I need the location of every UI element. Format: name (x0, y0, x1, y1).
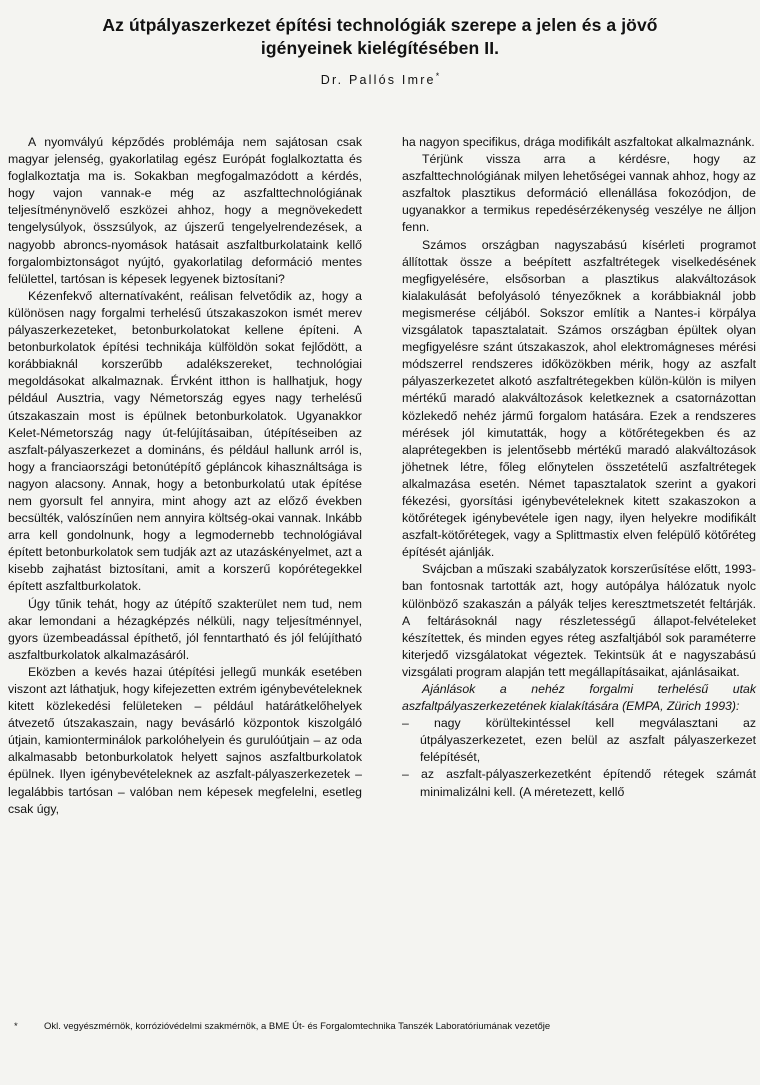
recommendations-heading: Ajánlások a nehéz forgalmi terhelésű utak aszfaltpályaszerkezetének kialakítására (EMPA, Zürich 1993): (402, 682, 756, 714)
paragraph: Térjünk vissza arra a kérdésre, hogy az aszfalttechnológiának milyen lehetőségei vannak ahhoz, hogy az aszfaltok plasztikus deformáció ellenállása fokozódjon, de ugyanakkor a termikus repedésérzékenység veszélye ne álljon fenn. (402, 152, 756, 235)
footnote (14, 1020, 754, 1033)
title-line-1: Az útpályaszerkezet építési technológiák szerepe a jelen és a jövő (102, 15, 658, 35)
title-line-2: igényeinek kielégítésében II. (260, 38, 500, 58)
paragraph: Eközben a kevés hazai útépítési jellegű munkák esetében viszont azt láthatjuk, hogy kifejezetten extrém igénybevételeknek kitett közlekedési felületeken – például határátkelőhelyek átvezető útszakaszain, nagy bevásárló központok kiszolgáló útjain, kamionterminálok parkolóhelyein és gurulóútjain – az oda alkalmasabb betonburkolatok helyett sajnos aszfaltburkolatok épülnek. Ilyen igénybevételeknek az aszfalt-pályaszerkezetek – legalábbis tartósan – valóban nem képesek megfelelni, esetleg csak úgy, (8, 664, 362, 816)
paragraph: Svájcban a műszaki szabályzatok korszerűsítése előtt, 1993-ban fontosnak tartották azt, hogy autópálya hálózatuk nyolc különböző szakaszán a pályák teljes keresztmetszetét feltárják. A feltárásoknál nagy részletességű állapot-felvételeket készítettek, és minden egyes réteg aszfaltjából sok paraméterre kiterjedő vizsgálatokat végeztek. Tekintsük át e nagyszabású vizsgálati program alapján tett megállapításaikat, ajánlásaikat. (402, 562, 756, 679)
author-line (0, 71, 760, 87)
list-item: – az aszfalt-pályaszerkezetként építendő rétegek számát minimalizálni kell. (A méretezett, kellő (402, 767, 756, 799)
paragraph-continued: ha nagyon specifikus, drága modifikált aszfaltokat alkalmaznánk. (402, 135, 755, 149)
article-title (0, 14, 760, 60)
paragraph: Kézenfekvő alternatívaként, reálisan felvetődik az, hogy a különösen nagy forgalmi terhelésű útszakaszokon ismét merev pályaszerkezeteket, betonburkolatokat kellene építeni. A betonburkolatok építési technikája külföldön sokat fejlődött, a korábbiaknál korszerűbb adalékszereket, technológiai megoldásokat alkalmaznak. Érvként itthon is hallhatjuk, hogy például Ausztria, vagy Németország egyes nagy terhelésű útszakaszain most is épülnek betonburkolatok. Ugyanakkor Kelet-Németország nagy út-felújításaiban, útépítéseiben az aszfalt-pályaszerkezet a domináns, és például hallunk arról is, hogy a franciaországi betonútépítő gépláncok kihasználtsága is nagyon alacsony. Annak, hogy a betonburkolatú utak építése nem gyorsult fel annyira, mint ahogy azt az előző években becsülték, valószínűen nem annyira költség-okai vannak. Inkább arra kell gondolnunk, hogy a legmodernebb technológiával épített betonburkolatok sem tudják azt az utazáskényelmet, azt a kisebb zajhatást biztosítani, amit a korszerű kopórétegekkel épített aszfaltburkolatok. (8, 288, 362, 594)
paragraph: Úgy tűnik tehát, hogy az útépítő szakterület nem tud, nem akar lemondani a hézagképzés nélküli, nagy teljesítménnyel, gyors üzembeadással építhető, jól fenntartható és jól felújítható aszfaltburkolatok alkalmazásáról. (8, 596, 362, 662)
author-footnote-mark: * (435, 71, 440, 81)
footnote-text: Okl. vegyészmérnök, korrózióvédelmi szakmérnök, a BME Út- és Forgalomtechnika Tanszék Laboratóriumának vezetője (44, 1021, 551, 1032)
paragraph: A nyomvályú képződés problémája nem sajátosan csak magyar jelenség, gyakorlatilag egész Európát foglalkoztatta és foglalkoztatja ma is. Sokakban megfogalmazódott a kérdés, hogy vajon vannak-e még az aszfalttechnológiának teljesítménynövelő eszközei ahhoz, hogy a megnövekedett tengelysúlyok, összsúlyok, az újszerű tengelyelrendezések, a nagyobb abroncs-nyomások hatásait aszfaltburkolataink kellő forgalombiztonságot nyújtó, gyakorlatilag deformáció mentes felülettel, tartósan is képesek legyenek biztosítani? (8, 135, 362, 286)
paragraph: Számos országban nagyszabású kísérleti programot állítottak össze a beépített aszfaltrétegek viselkedésének megfigyelésére, elsősorban a plasztikus alakváltozások kialakulását befolyásoló tényezőknek a korábbiaknál jobb megismerése céljából. Sokszor említik a Nantes-i körpálya vizsgálatok tapasztalatait. Számos országban épültek olyan megfigyelésre szánt útszakaszok, ahol elektromágneses mérési módszerrel rendszeres időközökben mérik, hogy az aszfalt pályaszerkezetet alkotó aszfaltrétegekben külön-külön is milyen mértékű maradó alakváltozások keletkeznek a csatornázottan közlekedő nehéz jármű forgalom hatására. Ezek a rendszeres mérések jól kimutatták, hogy a kötőrétegekben és az alaprétegekben is jelentősebb mértékű maradó alakváltozások jöhetnek létre, főleg előnytelen összetételű aszfaltrétegek alkalmazása esetén. Német tapasztalatok szerint a gyakori fékezési, gyorsítási igénybevételeknek kitett szakaszokon a kötőrétegek igénybevétele igen nagy, ilyen helyekre modifikált aszfalt-kötőrétegek, vagy a Splittmastix elven felépülő kötőréteg építését ajánlják. (402, 237, 756, 560)
list-item: – nagy körültekintéssel kell megválasztani az útpályaszerkezetet, ezen belül az aszfalt pályaszerkezet felépítését, (402, 716, 756, 765)
article-header (0, 14, 760, 87)
author-name: Dr. Pallós Imre (320, 73, 436, 88)
right-column (402, 134, 756, 801)
footnote-mark: * (14, 1021, 18, 1032)
left-column (8, 134, 362, 818)
